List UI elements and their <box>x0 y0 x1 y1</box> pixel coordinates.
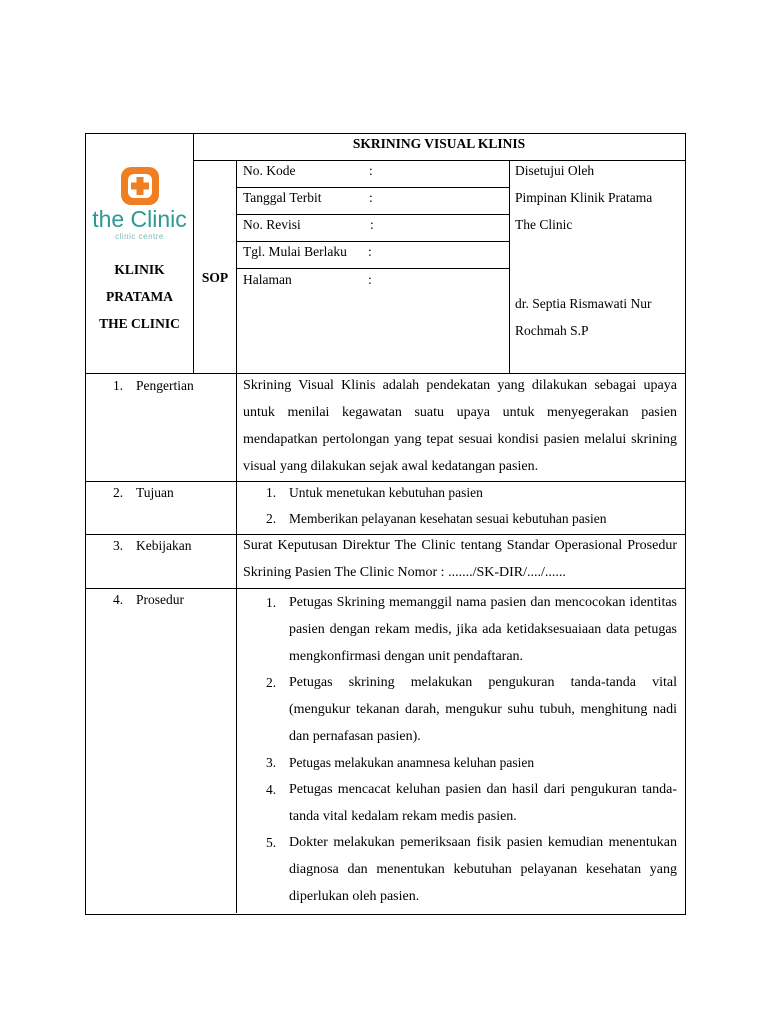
pengertian-text: Skrining Visual Klinis adalah pendekatan yang dilakukan sebagai upaya untuk menilai kegawatan suatu upaya untuk menyegerakan pasien mendapatkan pertolongan yang tepat sesuai kondisi pasien melalui skrining visual yang dilakukan sejak awal kedatangan pasien. <box>243 378 677 474</box>
clinic-name-line: THE CLINIC <box>99 316 180 331</box>
clinic-name-line: PRATAMA <box>106 289 173 304</box>
list-number: 3. <box>266 755 277 770</box>
tujuan-item: Memberikan pelayanan kesehatan sesuai kebutuhan pasien <box>289 511 607 526</box>
field-tgl-mulai-berlaku-label: Tgl. Mulai Berlaku <box>243 244 347 259</box>
list-number: 1. <box>266 485 277 500</box>
logo-tagline: clinic centre <box>115 232 164 241</box>
tujuan-item: Untuk menetukan kebutuhan pasien <box>289 485 483 500</box>
field-separator: : <box>369 190 373 205</box>
orange-cross-logo-icon <box>120 166 160 206</box>
field-tanggal-terbit-label: Tanggal Terbit <box>243 190 322 205</box>
approval-line: The Clinic <box>515 217 573 232</box>
label-col-divider <box>236 160 237 913</box>
prosedur-item: Petugas melakukan anamnesa keluhan pasien <box>289 755 535 770</box>
approver-name: dr. Septia Rismawati Nur <box>515 296 652 311</box>
list-number: 2. <box>266 511 277 526</box>
section-label-prosedur: Prosedur <box>136 592 184 607</box>
field-separator: : <box>368 272 372 287</box>
section-number: 1. <box>113 378 124 393</box>
approval-line: Pimpinan Klinik Pratama <box>515 190 653 205</box>
field-halaman-label: Halaman <box>243 272 292 287</box>
field-no-kode-label: No. Kode <box>243 163 296 178</box>
field-separator: : <box>370 217 374 232</box>
approval-col-divider <box>509 160 510 373</box>
field-no-revisi-label: No. Revisi <box>243 217 301 232</box>
section-number: 3. <box>113 538 124 553</box>
prosedur-item: Dokter melakukan pemeriksaan fisik pasien kemudian menentukan diagnosa dan menentukan kebutuhan pelayanan kesehatan yang diperlukan oleh pasien. <box>289 835 677 904</box>
list-number: 5. <box>266 835 277 850</box>
prosedur-item: Petugas Skrining memanggil nama pasien dan mencocokan identitas pasien dengan rekam medis, jika ada ketidaksesuaiaan data petugas mengkonfirmasi dengan unit pendaftaran. <box>289 595 677 664</box>
section-number: 4. <box>113 592 124 607</box>
approver-name: Rochmah S.P <box>515 323 589 338</box>
sop-label: SOP <box>201 270 229 285</box>
clinic-name-line: KLINIK <box>114 262 165 277</box>
prosedur-item: Petugas mencacat keluhan pasien dan hasil dari pengukuran tanda- tanda vital kedalam rekam medis pasien. <box>289 782 677 824</box>
prosedur-item: Petugas skrining melakukan pengukuran tanda-tanda vital (mengukur tekanan darah, mengukur suhu tubuh, menghitung nadi dan pernafasan pasien). <box>289 675 677 744</box>
approval-line: Disetujui Oleh <box>515 163 595 178</box>
section-number: 2. <box>113 485 124 500</box>
logo-col-divider <box>193 133 194 373</box>
kebijakan-text: Surat Keputusan Direktur The Clinic tentang Standar Operasional Prosedur Skrining Pasien The Clinic Nomor : ......./SK-DIR/..../...... <box>243 538 677 580</box>
list-number: 2. <box>266 675 277 690</box>
clinic-logo <box>86 166 193 246</box>
section-label-tujuan: Tujuan <box>136 485 174 500</box>
logo-brand: the Clinic <box>92 206 187 232</box>
section-label-kebijakan: Kebijakan <box>136 538 192 553</box>
field-separator: : <box>368 244 372 259</box>
field-separator: : <box>369 163 373 178</box>
document-title: SKRINING VISUAL KLINIS <box>352 136 526 151</box>
list-number: 4. <box>266 782 277 797</box>
section-label-pengertian: Pengertian <box>136 378 194 393</box>
list-number: 1. <box>266 595 277 610</box>
